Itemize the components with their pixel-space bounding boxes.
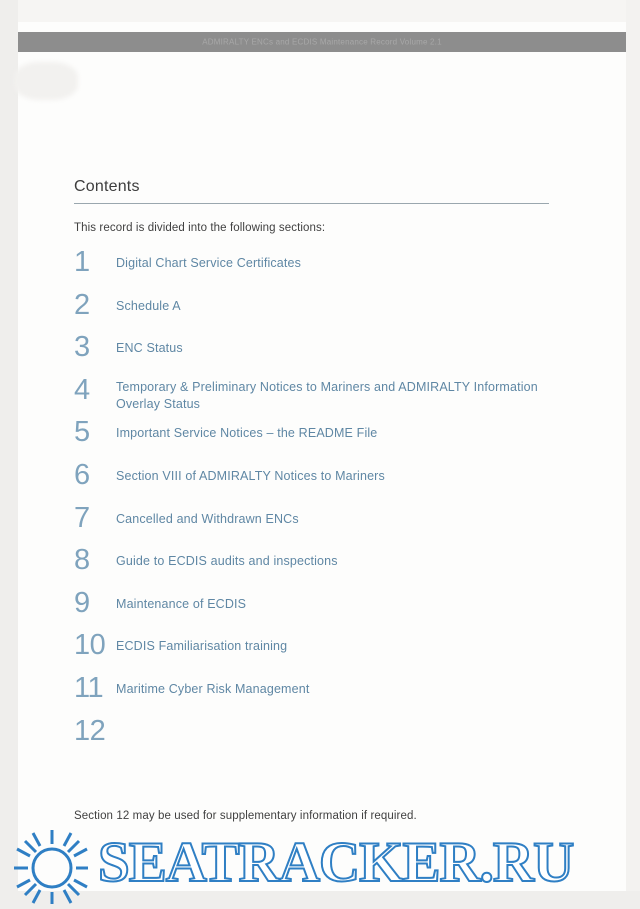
scan-edge-bottom (0, 891, 640, 909)
section-number: 12 (74, 714, 106, 747)
table-of-contents (74, 248, 554, 769)
section-number: 6 (74, 458, 90, 491)
footnote-text: Section 12 may be used for supplementary information if required. (74, 810, 417, 822)
section-label (116, 717, 554, 724)
page-header-text: ADMIRALTY ENCs and ECDIS Maintenance Record Volume 2.1 (202, 37, 442, 47)
section-label: Maritime Cyber Risk Management (116, 681, 310, 696)
section-number: 7 (74, 501, 90, 534)
watermark-text: SEATRACKER.RU (98, 831, 574, 894)
section-number: 4 (74, 373, 90, 406)
list-item[interactable] (74, 546, 554, 589)
section-label: ECDIS Familiarisation training (116, 639, 288, 654)
list-item[interactable] (74, 288, 554, 334)
intro-text: This record is divided into the following sections: (74, 222, 326, 234)
scan-edge-top (0, 0, 640, 22)
section-number: 9 (74, 586, 90, 619)
list-item[interactable] (74, 671, 554, 717)
paper-smudge (14, 62, 78, 100)
section-number: 5 (74, 416, 90, 449)
page-header-band (18, 32, 626, 52)
scan-edge-right (626, 0, 640, 909)
contents-section (74, 178, 554, 769)
section-number: 3 (74, 331, 90, 364)
page-title: Contents (74, 178, 140, 195)
list-item[interactable] (74, 714, 554, 769)
section-label: Section VIII of ADMIRALTY Notices to Mariners (116, 468, 385, 483)
section-label: Important Service Notices – the README File (116, 426, 378, 441)
section-number: 11 (74, 671, 104, 704)
list-item[interactable] (74, 501, 554, 547)
section-number: 8 (74, 544, 90, 577)
scan-edge-left (0, 0, 18, 909)
title-divider (74, 203, 549, 204)
section-label: Maintenance of ECDIS (116, 596, 247, 611)
section-label: Cancelled and Withdrawn ENCs (116, 511, 299, 526)
section-label: Schedule A (116, 298, 181, 313)
list-item[interactable] (74, 418, 554, 461)
list-item[interactable] (74, 333, 554, 376)
list-item[interactable] (74, 458, 554, 504)
list-item[interactable] (74, 586, 554, 632)
section-number: 1 (74, 246, 90, 278)
list-item[interactable] (74, 248, 554, 291)
section-number: 2 (74, 288, 90, 321)
section-label: Digital Chart Service Certificates (116, 256, 302, 270)
list-item[interactable] (74, 631, 554, 674)
list-item[interactable] (74, 373, 554, 419)
section-label: ENC Status (116, 341, 183, 356)
section-label: Guide to ECDIS audits and inspections (116, 554, 338, 569)
section-number: 10 (74, 629, 106, 662)
section-label: Temporary & Preliminary Notices to Mariners and ADMIRALTY Information Overlay Status (116, 379, 538, 411)
